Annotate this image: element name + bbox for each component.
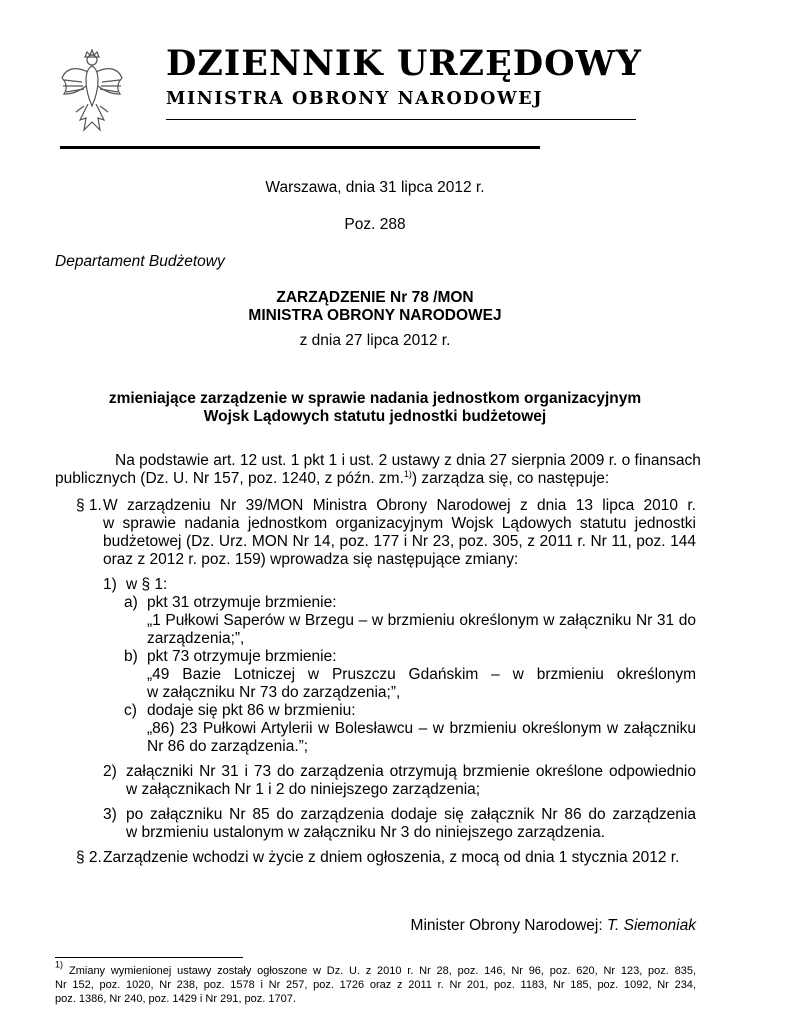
act-subject-line2: Wojsk Lądowych statutu jednostki budżetowej xyxy=(203,408,547,425)
act-subject-line1: zmieniające zarządzenie w sprawie nadania jednostkom organizacyjnym xyxy=(108,390,642,407)
journal-title: DZIENNIK URZĘDOWY xyxy=(166,43,642,84)
par1-line3: budżetowej (Dz. Urz. MON Nr 14, poz. 177 i Nr 23, poz. 305, z 2011 r. Nr 11, poz. 144 xyxy=(103,533,696,550)
journal-subtitle: MINISTRA OBRONY NARODOWEJ xyxy=(166,89,544,109)
item-3-line2: w brzmieniu ustalonym w załączniku Nr 3 do niniejszego zarządzenia. xyxy=(126,824,606,841)
item-a-line2: „1 Pułkowi Saperów w Brzegu – w brzmieniu określonym w załączniku Nr 31 do xyxy=(147,612,696,629)
footnote-line1: Zmiany wymienionej ustawy zostały ogłoszone w Dz. U. z 2010 r. Nr 28, poz. 146, Nr 96, poz. 620, Nr 123, poz. 835, xyxy=(69,965,696,977)
item-a-line1: pkt 31 otrzymuje brzmienie: xyxy=(147,594,337,611)
item-a-mark: a) xyxy=(124,594,138,611)
item-c-line1: dodaje się pkt 86 w brzmieniu: xyxy=(147,702,356,719)
header-thin-rule xyxy=(166,119,636,120)
item-1-mark: 1) xyxy=(103,576,117,593)
footnote-rule xyxy=(55,957,243,958)
item-b-mark: b) xyxy=(124,648,138,665)
signature xyxy=(411,917,696,935)
paragraph-2-text: Zarządzenie wchodzi w życie z dniem ogłoszenia, z mocą od dnia 1 stycznia 2012 r. xyxy=(103,849,680,866)
par1-line2: w sprawie nadania jednostkom organizacyjnym Wojsk Lądowych statutu jednostki xyxy=(103,515,696,532)
act-date: z dnia 27 lipca 2012 r. xyxy=(299,332,451,349)
item-2-line1: załączniki Nr 31 i 73 do zarządzenia otrzymują brzmienie określone odpowiednio xyxy=(126,763,696,780)
department: Departament Budżetowy xyxy=(55,253,225,270)
place-date: Warszawa, dnia 31 lipca 2012 r. xyxy=(265,179,485,196)
preamble-line1: Na podstawie art. 12 ust. 1 pkt 1 i ust. 2 ustawy z dnia 27 sierpnia 2009 r. o finansach xyxy=(115,452,701,469)
position-number: Poz. 288 xyxy=(344,216,406,233)
paragraph-2-mark: § 2. xyxy=(76,849,102,866)
header-thick-rule xyxy=(60,146,540,149)
item-b-line1: pkt 73 otrzymuje brzmienie: xyxy=(147,648,337,665)
item-a-line3: zarządzenia;”, xyxy=(147,630,245,647)
par1-line4: oraz z 2012 r. poz. 159) wprowadza się następujące zmiany: xyxy=(103,551,519,568)
par1-line1: W zarządzeniu Nr 39/MON Ministra Obrony Narodowej z dnia 13 lipca 2010 r. xyxy=(103,497,696,514)
item-b-line2: „49 Bazie Lotniczej w Pruszczu Gdańskim – w brzmieniu określonym xyxy=(147,666,696,683)
item-c-mark: c) xyxy=(124,702,137,719)
item-3-line1: po załączniku Nr 85 do zarządzenia dodaje się załącznik Nr 86 do zarządzenia xyxy=(126,806,696,823)
item-1-text: w § 1: xyxy=(126,576,168,593)
paragraph-1-mark: § 1. xyxy=(76,497,102,514)
signature-role: Minister Obrony Narodowej: xyxy=(410,917,607,934)
item-3-mark: 3) xyxy=(103,806,117,823)
item-2-line2: w załącznikach Nr 1 i 2 do niniejszego zarządzenia; xyxy=(126,781,481,798)
footnote-line2: Nr 152, poz. 1020, Nr 238, poz. 1578 i Nr 257, poz. 1726 oraz z 2011 r. Nr 201, poz. 1183, Nr 185, poz. 1092, Nr 234, xyxy=(55,979,696,991)
item-2-mark: 2) xyxy=(103,763,117,780)
item-c-line3: Nr 86 do zarządzenia.”; xyxy=(147,738,309,755)
preamble-line2: publicznych (Dz. U. Nr 157, poz. 1240, z późn. zm.$^{1)}$) zarządza się, co następuje: xyxy=(55,468,610,487)
polish-eagle-emblem-icon xyxy=(58,48,126,140)
footnote-line3: poz. 1386, Nr 240, poz. 1429 i Nr 291, poz. 1707. xyxy=(55,993,296,1005)
item-c-line2: „86) 23 Pułkowi Artylerii w Bolesławcu – w brzmieniu określonym w załączniku xyxy=(147,720,696,737)
item-b-line3: w załączniku Nr 73 do zarządzenia;”, xyxy=(147,684,401,701)
act-title-line2: MINISTRA OBRONY NARODOWEJ xyxy=(248,307,502,324)
footnote-mark: 1) xyxy=(55,959,64,970)
footnote-ref[interactable]: 1) xyxy=(403,468,412,479)
signature-name: T. Siemoniak xyxy=(606,917,696,934)
act-title-line1: ZARZĄDZENIE Nr 78 /MON xyxy=(276,289,474,306)
